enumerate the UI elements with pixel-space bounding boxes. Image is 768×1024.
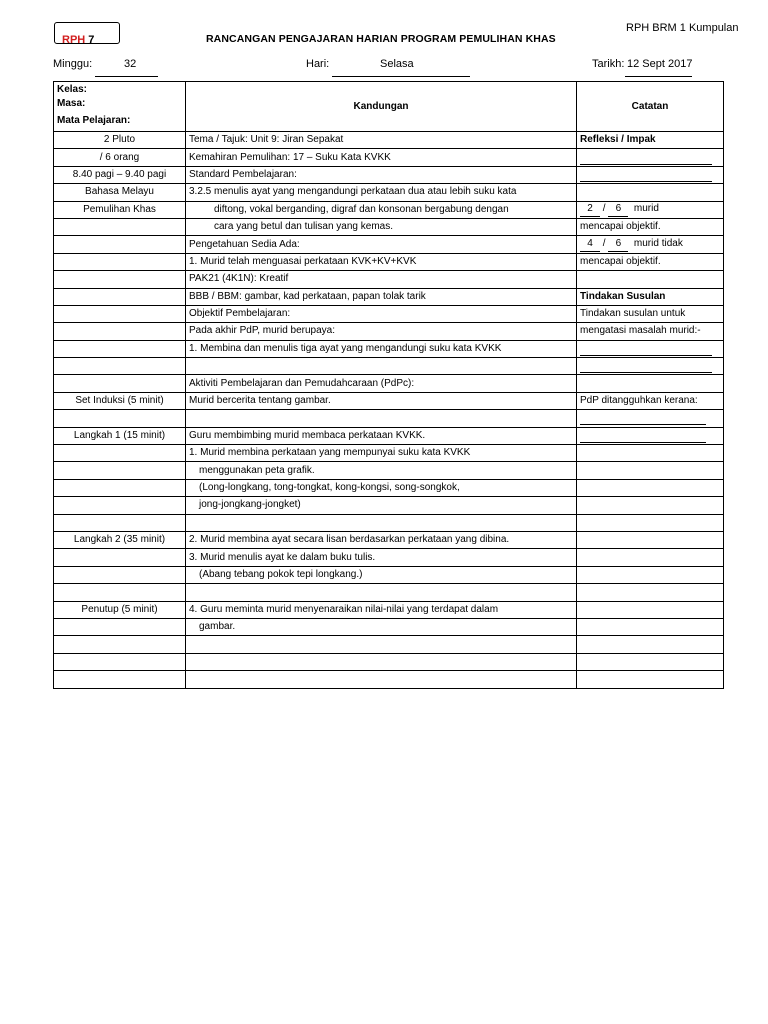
table-row [54,253,724,270]
table-row [54,653,724,670]
row-content [186,584,577,601]
row-note [577,671,724,688]
row-note: mengatasi masalah murid:- [577,323,724,340]
row-label [54,323,186,340]
hari-label: Hari: [306,58,330,70]
row-label: Pemulihan Khas [54,201,186,218]
row-note: Tindakan Susulan [577,288,724,305]
row-label [54,358,186,375]
row-content [186,671,577,688]
minggu-value: 32 [124,58,137,70]
score-suffix: murid tidak [633,238,683,250]
document-title: RANCANGAN PENGAJARAN HARIAN PROGRAM PEMULIHAN KHAS [206,33,556,45]
row-label: Penutup (5 minit) [54,601,186,618]
table-row [54,323,724,340]
table-row [54,288,724,305]
row-content: gambar. [186,618,577,635]
table-row [54,236,724,253]
row-content: Pada akhir PdP, murid berupaya: [186,323,577,340]
row-label: Bahasa Melayu [54,184,186,201]
row-content: 2. Murid membina ayat secara lisan berdasarkan perkataan yang dibina. [186,531,577,548]
row-content: (Long-longkang, tong-tongkat, kong-kongsi, song-songkok, [186,479,577,496]
row-label [54,253,186,270]
row-content [186,653,577,670]
table-row [54,166,724,183]
table-row [54,132,724,149]
row-note [577,618,724,635]
score-slash: / [602,238,606,250]
tarikh-underline [625,76,692,77]
row-note: Refleksi / Impak [577,132,724,149]
score-num1: 2 [580,202,600,217]
row-label [54,479,186,496]
row-label: Langkah 1 (15 minit) [54,427,186,444]
row-note [577,375,724,392]
row-label [54,514,186,531]
row-note [577,601,724,618]
row-note [577,358,724,375]
table-row [54,358,724,375]
table-header-row [54,82,724,132]
row-content: 1. Murid membina perkataan yang mempunyai suku kata KVKK [186,445,577,462]
rph-number: 7 [88,34,95,46]
row-content [186,358,577,375]
fill-line [580,433,706,443]
row-label [54,375,186,392]
table-row [54,218,724,235]
row-note [577,566,724,583]
score-achieved [580,202,659,217]
row-label [54,584,186,601]
row-content: jong-jongkang-jongket) [186,497,577,514]
row-note: Tindakan susulan untuk [577,305,724,322]
score-num2: 6 [608,202,628,217]
tarikh-value: 12 Sept 2017 [627,58,693,70]
score-num1: 4 [580,237,600,252]
row-label: Set Induksi (5 minit) [54,392,186,409]
minggu-label: Minggu: [53,58,93,70]
row-note [577,514,724,531]
tarikh-label: Tarikh: [592,58,625,70]
lesson-plan-table [53,81,724,689]
row-label [54,340,186,357]
fill-line [580,363,712,373]
rph-prefix: RPH [62,34,86,46]
row-label [54,671,186,688]
table-row [54,149,724,166]
row-label: / 6 orang [54,149,186,166]
row-content: Aktiviti Pembelajaran dan Pemudahcaraan (PdPc): [186,375,577,392]
row-label [54,636,186,653]
table-row [54,392,724,409]
row-note: mencapai objektif. [577,253,724,270]
table-row [54,566,724,583]
fill-line [580,346,712,356]
row-note [577,549,724,566]
row-note [577,166,724,183]
table-row [54,531,724,548]
row-note [577,445,724,462]
row-label [54,271,186,288]
row-content [186,410,577,427]
mata-pelajaran-label: Mata Pelajaran: [57,115,131,126]
row-content: cara yang betul dan tulisan yang kemas. [186,218,577,235]
row-label [54,218,186,235]
row-label: Langkah 2 (35 minit) [54,531,186,548]
row-note [577,653,724,670]
row-label: 2 Pluto [54,132,186,149]
minggu-underline [95,76,158,77]
row-content: Objektif Pembelajaran: [186,305,577,322]
row-content: Pengetahuan Sedia Ada: [186,236,577,253]
table-row [54,427,724,444]
row-content: 1. Murid telah menguasai perkataan KVK+KV+KVK [186,253,577,270]
row-label [54,653,186,670]
table-row [54,305,724,322]
row-note [577,149,724,166]
table-row [54,514,724,531]
masa-label: Masa: [57,98,86,109]
row-content: (Abang tebang pokok tepi longkang.) [186,566,577,583]
row-note-score [577,236,724,253]
score-suffix: murid [633,203,659,215]
fill-line [580,155,712,165]
table-row [54,618,724,635]
table-row [54,497,724,514]
header-cell-kelas [54,82,186,132]
row-note [577,636,724,653]
row-content: PAK21 (4K1N): Kreatif [186,271,577,288]
rph-label [62,34,94,46]
fill-line [580,415,706,425]
row-note [577,184,724,201]
row-note [577,340,724,357]
row-note [577,427,724,444]
row-label [54,305,186,322]
row-note [577,479,724,496]
row-content: Standard Pembelajaran: [186,166,577,183]
hari-underline [332,76,470,77]
table-row [54,340,724,357]
row-label: 8.40 pagi – 9.40 pagi [54,166,186,183]
row-note: mencapai objektif. [577,218,724,235]
fill-line [580,172,712,182]
row-note-score [577,201,724,218]
row-label [54,549,186,566]
row-note [577,531,724,548]
row-content: Murid bercerita tentang gambar. [186,392,577,409]
score-slash: / [602,203,606,215]
header-cell-kandungan: Kandungan [186,82,577,132]
row-note [577,497,724,514]
row-label [54,445,186,462]
hari-value: Selasa [380,58,414,70]
table-row [54,479,724,496]
row-content: menggunakan peta grafik. [186,462,577,479]
row-content: 3.2.5 menulis ayat yang mengandungi perkataan dua atau lebih suku kata [186,184,577,201]
row-note: PdP ditangguhkan kerana: [577,392,724,409]
row-content: 1. Membina dan menulis tiga ayat yang mengandungi suku kata KVKK [186,340,577,357]
table-row [54,445,724,462]
row-label [54,618,186,635]
table-row [54,462,724,479]
table-row [54,636,724,653]
score-not-achieved [580,237,683,252]
table-row [54,271,724,288]
header-cell-catatan: Catatan [577,82,724,132]
table-row [54,410,724,427]
row-content [186,514,577,531]
row-content: BBB / BBM: gambar, kad perkataan, papan tolak tarik [186,288,577,305]
row-note [577,410,724,427]
row-label [54,236,186,253]
table-row [54,375,724,392]
row-note [577,271,724,288]
row-content: 4. Guru meminta murid menyenaraikan nilai-nilai yang terdapat dalam [186,601,577,618]
row-content: diftong, vokal berganding, digraf dan konsonan bergabung dengan [186,201,577,218]
row-label [54,288,186,305]
row-label [54,462,186,479]
table-row [54,601,724,618]
row-content [186,636,577,653]
row-content: 3. Murid menulis ayat ke dalam buku tulis. [186,549,577,566]
score-num2: 6 [608,237,628,252]
table-row [54,184,724,201]
kelas-label: Kelas: [57,84,88,95]
row-label [54,566,186,583]
row-note [577,584,724,601]
table-row [54,201,724,218]
row-note [577,462,724,479]
row-content: Guru membimbing murid membaca perkataan KVKK. [186,427,577,444]
row-content: Tema / Tajuk: Unit 9: Jiran Sepakat [186,132,577,149]
row-label [54,410,186,427]
table-row [54,584,724,601]
table-row [54,671,724,688]
row-label [54,497,186,514]
row-content: Kemahiran Pemulihan: 17 – Suku Kata KVKK [186,149,577,166]
top-right-label: RPH BRM 1 Kumpulan [626,22,739,34]
table-row [54,549,724,566]
